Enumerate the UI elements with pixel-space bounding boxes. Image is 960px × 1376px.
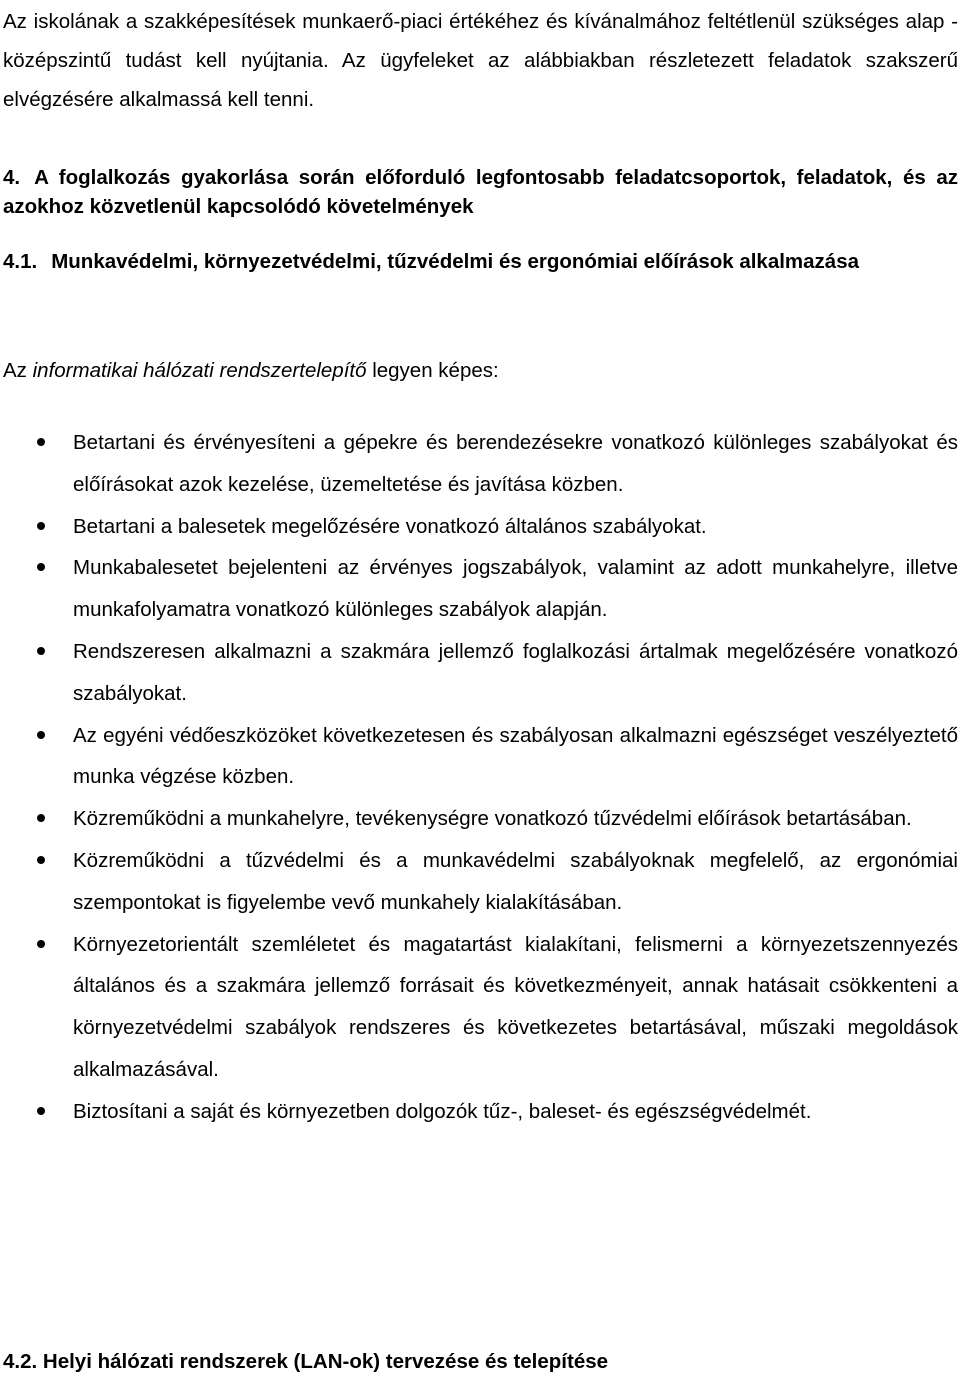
section-heading-4-1 xyxy=(3,247,958,276)
list-item-text: Környezetorientált szemléletet és magatartást kialakítani, felismerni a környezetszennyezés általános és a szakmára jellemző forrásait és következményeit, annak hatásait csökkenteni a környezetvédelmi szabályok rendszeres és következetes betartásával, műszaki megoldások alkalmazásával. xyxy=(73,932,958,1081)
list-item xyxy=(0,631,960,715)
capability-prefix: Az xyxy=(3,359,33,382)
list-item-text: Betartani a balesetek megelőzésére vonatkozó általános szabályokat. xyxy=(73,514,707,538)
bullet-icon xyxy=(37,522,45,530)
section-title: Helyi hálózati rendszerek (LAN-ok) tervezése és telepítése xyxy=(42,1350,609,1373)
list-item xyxy=(0,924,960,1091)
bullet-icon xyxy=(37,814,45,822)
bullet-icon xyxy=(37,940,45,948)
bullet-icon xyxy=(37,647,45,655)
list-item xyxy=(0,506,960,548)
list-item-text: Munkabalesetet bejelenteni az érvényes jogszabályok, valamint az adott munkahelyre, illetve munkafolyamatra vonatkozó különleges szabályok alapján. xyxy=(73,556,958,622)
intro-paragraph: Az iskolának a szakképesítések munkaerő-piaci értékéhez és kívánalmához feltétlenül szükséges alap - középszintű tudást kell nyújtania. Az ügyfeleket az alábbiakban részletezett feladatok szakszerű elvégzésére alkalmassá kell tenni. xyxy=(3,10,958,111)
capability-role: informatikai hálózati rendszertelepítő xyxy=(32,359,367,382)
requirements-list xyxy=(0,422,960,1133)
bullet-icon xyxy=(37,563,45,571)
list-item xyxy=(0,547,960,631)
capability-intro xyxy=(3,354,958,388)
bullet-icon xyxy=(37,438,45,446)
bullet-icon xyxy=(37,1107,45,1115)
section-heading-4 xyxy=(3,163,958,221)
list-item xyxy=(0,422,960,506)
section-number: 4.2. xyxy=(3,1350,38,1373)
list-item-text: Közreműködni a tűzvédelmi és a munkavédelmi szabályoknak megfelelő, az ergonómiai szempontokat is figyelembe vevő munkahely kialakításában. xyxy=(73,848,958,914)
list-item-text: Közreműködni a munkahelyre, tevékenységre vonatkozó tűzvédelmi előírások betartásában. xyxy=(73,807,912,831)
section-title: A foglalkozás gyakorlása során előforduló legfontosabb feladatcsoportok, feladatok, és az azokhoz közvetlenül kapcsolódó követelmények xyxy=(3,166,958,218)
list-item xyxy=(0,715,960,799)
list-item xyxy=(0,840,960,924)
list-item xyxy=(0,798,960,840)
list-item-text: Biztosítani a saját és környezetben dolgozók tűz-, baleset- és egészségvédelmét. xyxy=(73,1099,812,1123)
section-heading-4-2 xyxy=(3,1347,958,1376)
capability-suffix: legyen képes: xyxy=(366,359,499,382)
list-item xyxy=(0,1091,960,1133)
list-item-text: Az egyéni védőeszközöket következetesen és szabályosan alkalmazni egészséget veszélyeztető munka végzése közben. xyxy=(73,723,958,789)
list-item-text: Betartani és érvényesíteni a gépekre és berendezésekre vonatkozó különleges szabályokat és előírásokat azok kezelése, üzemeltetése és javítása közben. xyxy=(73,431,958,496)
section-title: Munkavédelmi, környezetvédelmi, tűzvédelmi és ergonómiai előírások alkalmazása xyxy=(51,250,860,273)
bullet-icon xyxy=(37,856,45,864)
section-number: 4.1. xyxy=(3,250,38,273)
bullet-icon xyxy=(37,731,45,739)
section-number: 4. xyxy=(3,166,21,189)
list-item-text: Rendszeresen alkalmazni a szakmára jellemző foglalkozási ártalmak megelőzésére vonatkozó szabályokat. xyxy=(73,639,958,705)
